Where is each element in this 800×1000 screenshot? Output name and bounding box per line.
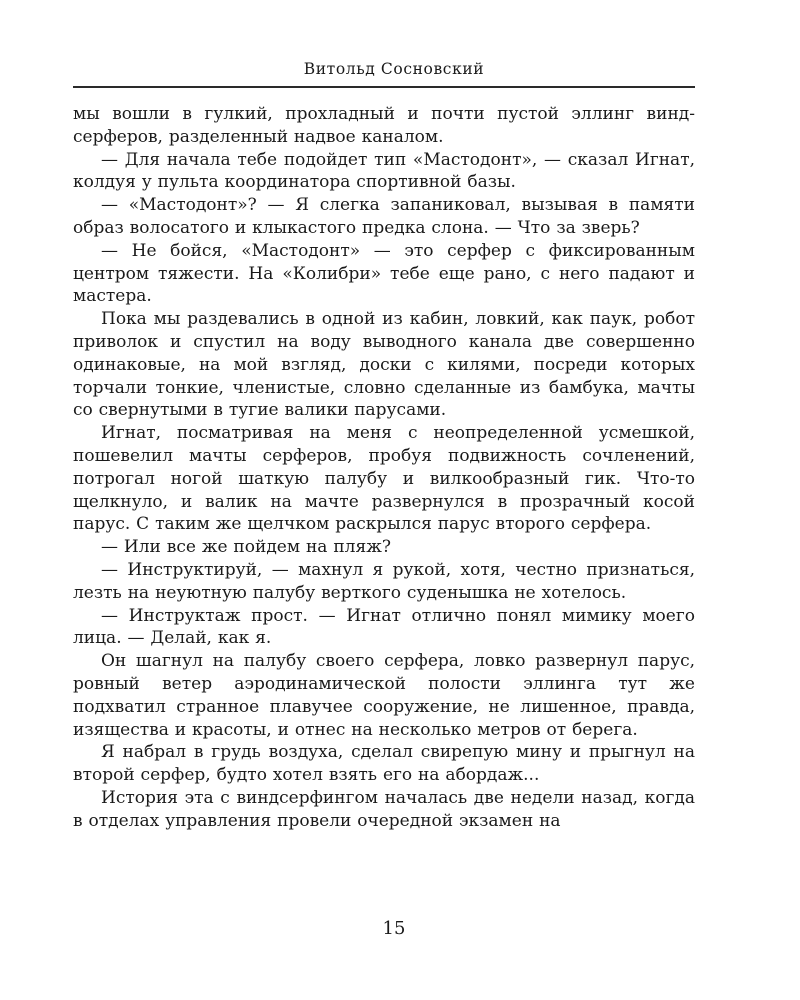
body-text [73, 103, 695, 833]
paragraph: История эта с виндсерфингом началась две недели назад, когда в отделах управления провели очередной экзамен на [73, 787, 695, 831]
paragraph: — Не бойся, «Мастодонт» — это серфер с фиксированным центром тяжести. На «Колибри» тебе еще рано, с него падают и мастера. [73, 240, 695, 307]
paragraph: Он шагнул на палубу своего серфера, ловко развернул парус, ровный ветер аэродинамической полости эллинга тут же подхватил странное плавучее сооружение, не лишенное, правда, изящества и красоты, и отнес на несколько метров от берега. [73, 651, 695, 740]
running-head: Витольд Сосновский [303, 60, 485, 78]
page-number: 15 [382, 918, 406, 939]
paragraph: Игнат, посматривая на меня с неопределенной усмешкой, пошевелил мачты серферов, пробуя подвижность сочленений, потрогал ногой шаткую палубу и вилкообразный гик. Что-то щелкнуло, и валик на мачте развернулся в прозрачный косой парус. С таким же щелчком раскрылся парус второго серфера. [73, 423, 695, 535]
paragraph: — Или все же пойдем на пляж? [101, 537, 391, 558]
paragraph: — Для начала тебе подойдет тип «Мастодонт», — сказал Игнат, колдуя у пульта координатора спортивной базы. [73, 149, 695, 193]
paragraph: — Инструктируй, — махнул я рукой, хотя, честно признаться, лезть на неуютную палубу верткого суденышка не хотелось. [73, 559, 695, 603]
paragraph: — «Мастодонт»? — Я слегка запаниковал, вызывая в памяти образ волосатого и клыкастого предка слона. — Что за зверь? [73, 195, 695, 238]
paragraph: Я набрал в грудь воздуха, сделал свирепую мину и прыгнул на второй серфер, будто хотел взять его на абордаж... [73, 742, 695, 786]
paragraph: — Инструктаж прост. — Игнат отлично понял мимику моего лица. — Делай, как я. [73, 605, 695, 649]
paragraph: Пока мы раздевались в одной из кабин, ловкий, как паук, робот приволок и спустил на воду выводного канала две совершенно одинаковые, на мой взгляд, доски с килями, посреди которых торчали тонкие, членистые, словно сделанные из бамбука, мачты со свернутыми в тугие валики парусами. [73, 309, 695, 421]
paragraph: мы вошли в гулкий, прохладный и почти пустой эллинг виндсерферов, разделенный надвое каналом. [73, 104, 695, 147]
header-rule [73, 86, 695, 88]
